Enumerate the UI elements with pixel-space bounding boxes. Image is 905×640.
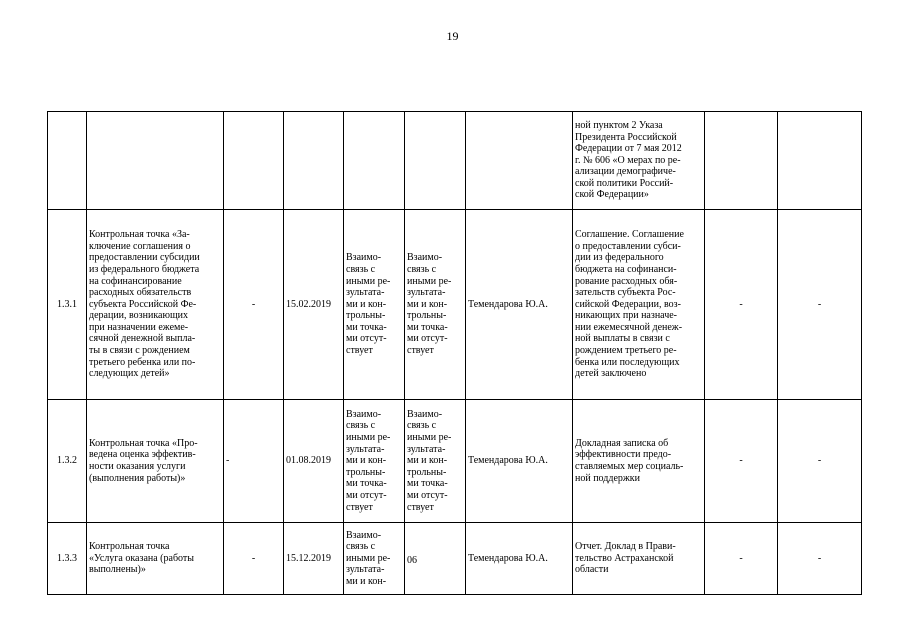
row-number-cell: 1.3.3: [48, 523, 87, 595]
responsible-cell: [466, 112, 573, 210]
result-document-cell: Соглашение. Соглашение о предоставлении субси- дии из федерального бюджета на софинанси- рование расходных обя- зательств субъекта Рос- сийской Федерации, воз- никающих при назначе- нии ежемесячной денеж- ной выплаты в связи с рождением третьего ре- бенка или последующих детей заключено: [573, 210, 705, 400]
relation-cell: Взаимо- связь с иными ре- зультата- ми и кон- трольны- ми точка- ми отсут- ствует: [344, 400, 405, 523]
responsible-cell: Темендарова Ю.А.: [466, 523, 573, 595]
table-row: [48, 400, 862, 523]
column-9-cell: -: [705, 210, 778, 400]
control-point-name-cell: Контрольная точка «Услуга оказана (работы выполнены)»: [87, 523, 224, 595]
row-number-cell: 1.3.1: [48, 210, 87, 400]
result-document-cell: ной пунктом 2 Указа Президента Российской Федерации от 7 мая 2012 г. № 606 «О мерах по ре- ализации демографиче- ской политики Россий- ской Федерации»: [573, 112, 705, 210]
control-point-name-cell: Контрольная точка «Про- ведена оценка эффектив- ности оказания услуги (выполнения работы)»: [87, 400, 224, 523]
relation-cell: Взаимо- связь с иными ре- зультата- ми и кон- трольны- ми точка- ми отсут- ствует: [405, 400, 466, 523]
relation-cell: [405, 112, 466, 210]
relation-cell: Взаимо- связь с иными ре- зультата- ми и кон- трольны- ми точка- ми отсут- ствует: [405, 210, 466, 400]
column-10-cell: -: [778, 523, 862, 595]
control-point-name-cell: Контрольная точка «За- ключение соглашения о предоставлении субсидии из федерального бюджета на софинансирование расходных обязательств субъекта Российской Фе- дерации, возникающих при назначении ежеме- сячной денежной выпла- ты в связи с рождением третьего ребенка или по- следующих детей»: [87, 210, 224, 400]
responsible-cell: Темендарова Ю.А.: [466, 210, 573, 400]
column-3-cell: -: [224, 210, 284, 400]
column-3-cell: -: [224, 400, 284, 523]
column-9-cell: -: [705, 523, 778, 595]
responsible-cell: Темендарова Ю.А.: [466, 400, 573, 523]
page-number: 19: [446, 29, 459, 43]
column-10-cell: [778, 112, 862, 210]
relation-cell: [344, 112, 405, 210]
column-9-cell: -: [705, 400, 778, 523]
date-cell: [284, 112, 344, 210]
result-document-cell: Докладная записка об эффективности предо- ставляемых мер социаль- ной поддержки: [573, 400, 705, 523]
date-cell: 15.02.2019: [284, 210, 344, 400]
table-row: [48, 112, 862, 210]
table-row: [48, 210, 862, 400]
column-3-cell: [224, 112, 284, 210]
control-points-table: [47, 111, 862, 595]
relation-cell: Взаимо- связь с иными ре- зультата- ми и кон- трольны- ми точка- ми отсут- ствует: [344, 210, 405, 400]
column-3-cell: -: [224, 523, 284, 595]
relation-cell: 06: [405, 523, 466, 595]
row-number-cell: 1.3.2: [48, 400, 87, 523]
result-document-cell: Отчет. Доклад в Прави- тельство Астраханской области: [573, 523, 705, 595]
column-10-cell: -: [778, 210, 862, 400]
date-cell: 15.12.2019: [284, 523, 344, 595]
table-row: [48, 523, 862, 595]
control-point-name-cell: [87, 112, 224, 210]
row-number-cell: [48, 112, 87, 210]
relation-cell: Взаимо- связь с иными ре- зультата- ми и кон-: [344, 523, 405, 595]
column-10-cell: -: [778, 400, 862, 523]
date-cell: 01.08.2019: [284, 400, 344, 523]
column-9-cell: [705, 112, 778, 210]
